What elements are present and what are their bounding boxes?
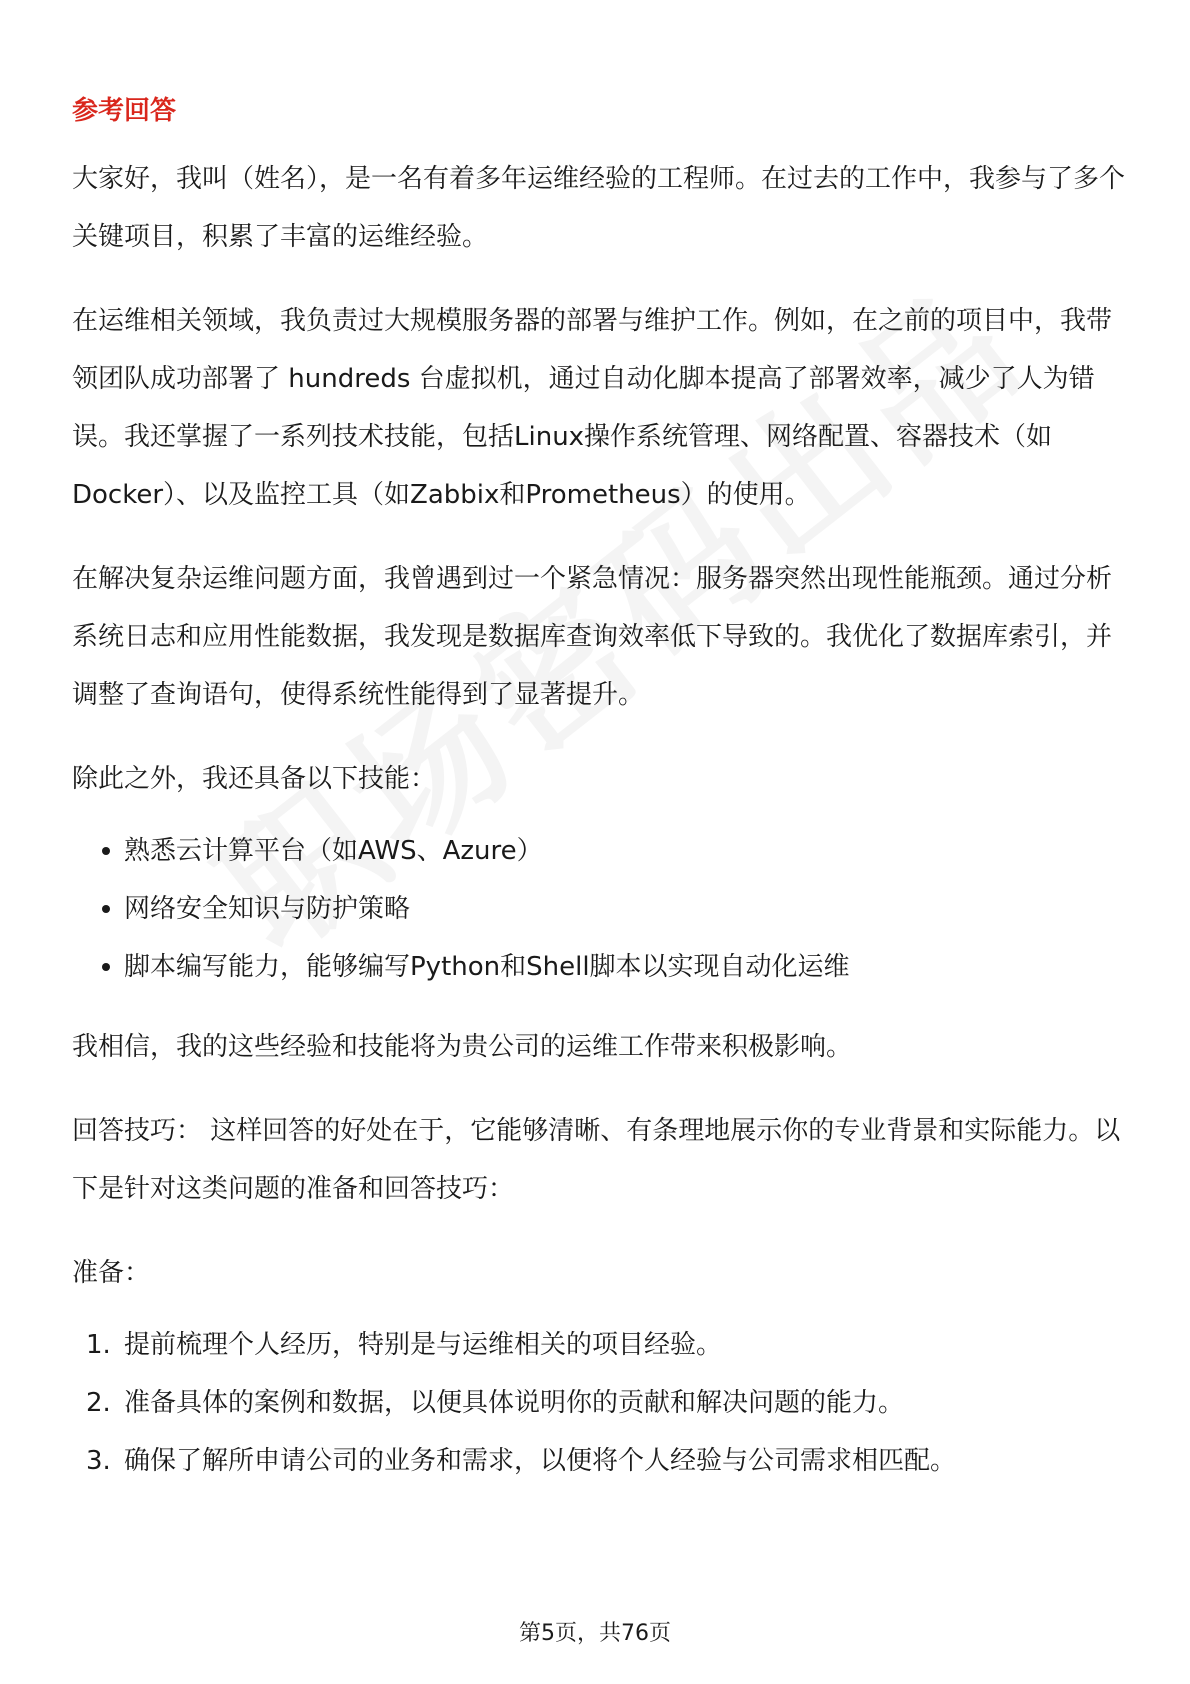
- skill-text: 网络安全知识与防护策略: [124, 894, 411, 924]
- prep-label: 准备：: [72, 1258, 151, 1288]
- problem-solving-paragraph: 在解决复杂运维问题方面，我曾遇到过一个紧急情况：服务器突然出现性能瓶颈。通过分析系统日志和应用性能数据，我发现是数据库查询效率低下导致的。我优化了数据库索引，并调整了查询语句，使得系统性能得到了显著提升。: [72, 564, 1113, 710]
- step-number: 3.: [86, 1446, 111, 1476]
- page-number: 第5页，共76页: [519, 1621, 671, 1646]
- step-number: 2.: [86, 1388, 111, 1418]
- step-text: 提前梳理个人经历，特别是与运维相关的项目经验。: [124, 1330, 723, 1360]
- step-text: 准备具体的案例和数据，以便具体说明你的贡献和解决问题的能力。: [124, 1388, 905, 1418]
- skill-text: 熟悉云计算平台（如AWS、Azure）: [124, 836, 543, 866]
- tips-paragraph: 回答技巧： 这样回答的好处在于，它能够清晰、有条理地展示你的专业背景和实际能力。以下是针对这类问题的准备和回答技巧：: [72, 1116, 1121, 1204]
- section-heading: 参考回答: [72, 96, 177, 126]
- skills-intro: 除此之外，我还具备以下技能：: [72, 764, 437, 794]
- bullet-icon: [102, 963, 110, 971]
- experience-paragraph: 在运维相关领域，我负责过大规模服务器的部署与维护工作。例如，在之前的项目中，我带领团队成功部署了 hundreds 台虚拟机，通过自动化脚本提高了部署效率，减少了人为错误。我还掌握了一系列技术技能，包括Linux操作系统管理、网络配置、容器技术（如Docker）、以及监控工具（如Zabbix和Prometheus）的使用。: [72, 306, 1113, 510]
- skills-list: [72, 822, 1132, 996]
- list-item: [72, 880, 1132, 938]
- list-item: [72, 938, 1132, 996]
- bullet-icon: [102, 847, 110, 855]
- list-item: [72, 1374, 1132, 1432]
- list-item: [72, 822, 1132, 880]
- bullet-icon: [102, 905, 110, 913]
- skill-text: 脚本编写能力，能够编写Python和Shell脚本以实现自动化运维: [124, 952, 850, 982]
- intro-paragraph: 大家好，我叫（姓名），是一名有着多年运维经验的工程师。在过去的工作中，我参与了多个关键项目，积累了丰富的运维经验。: [72, 164, 1126, 252]
- step-text: 确保了解所申请公司的业务和需求，以便将个人经验与公司需求相匹配。: [124, 1446, 957, 1476]
- step-number: 1.: [86, 1330, 111, 1360]
- closing-paragraph: 我相信，我的这些经验和技能将为贵公司的运维工作带来积极影响。: [72, 1032, 853, 1062]
- list-item: [72, 1316, 1132, 1374]
- prep-steps-list: [72, 1316, 1132, 1490]
- document-body: [72, 86, 1132, 1490]
- list-item: [72, 1432, 1132, 1490]
